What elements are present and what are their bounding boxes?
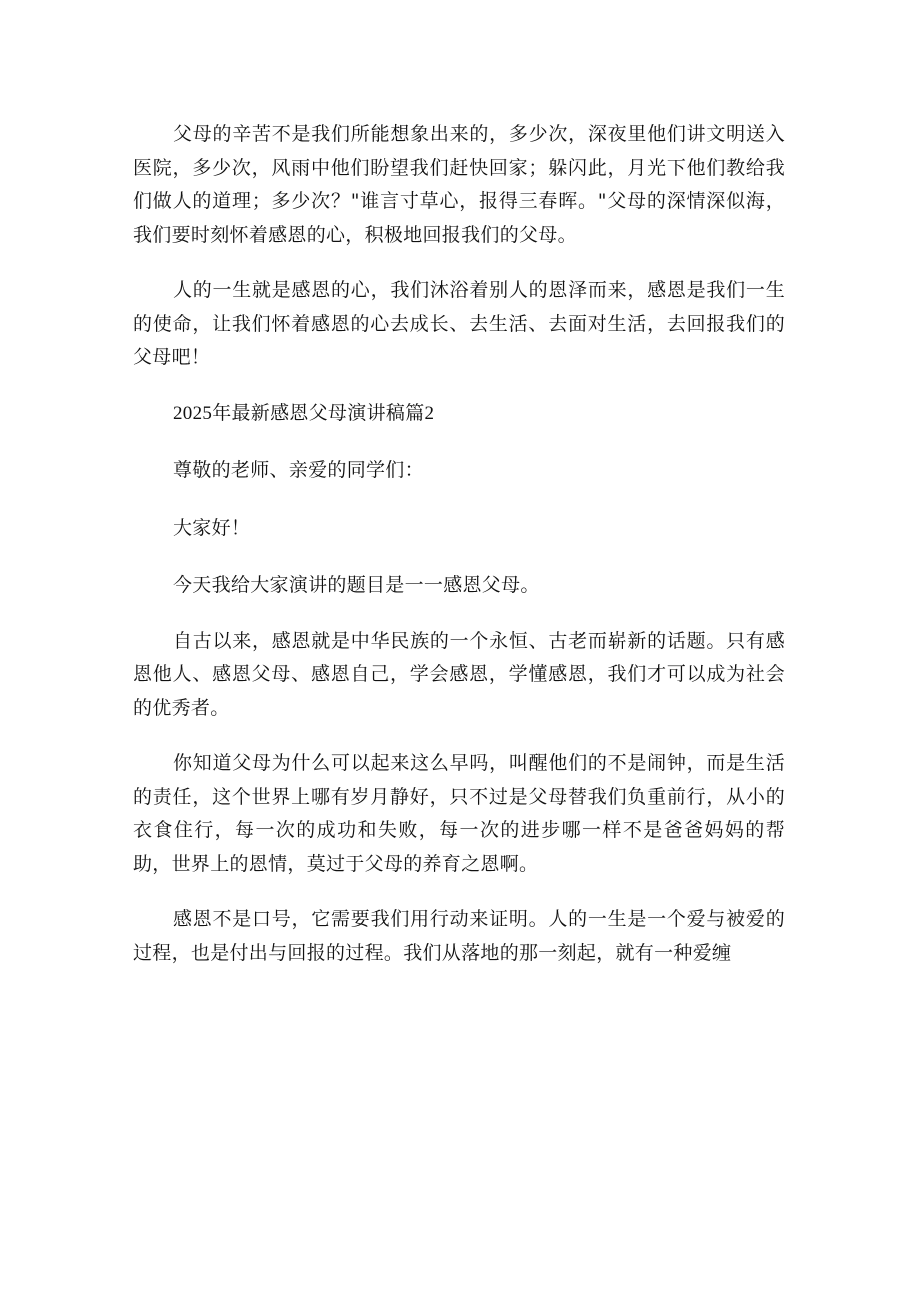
paragraph-parents-early: 你知道父母为什么可以起来这么早吗，叫醒他们的不是闹钟，而是生活的责任，这个世界上哪有岁月静好，只不过是父母替我们负重前行，从小的衣食住行，每一次的成功和失败，每一次的进步哪一样不是爸爸妈妈的帮助，世界上的恩情，莫过于父母的养育之恩啊。 [133,752,785,875]
greeting: 大家好！ [173,516,251,539]
salutation: 尊敬的老师、亲爱的同学们： [173,459,424,481]
document-body [133,118,785,970]
paragraph-parents-hardship: 父母的辛苦不是我们所能想象出来的，多少次，深夜里他们讲文明送入医院，多少次，风雨中他们盼望我们赶快回家；躲闪此，月光下他们教给我们做人的道理；多少次？"谁言寸草心，报得三春晖。"父母的深情深似海，我们要时刻怀着感恩的心，积极地回报我们的父母。 [133,123,785,246]
paragraph-action: 感恩不是口号，它需要我们用行动来证明。人的一生是一个爱与被爱的过程，也是付出与回报的过程。我们从落地的那一刻起，就有一种爱缠 [133,908,785,964]
section-heading: 2025年最新感恩父母演讲稿篇2 [173,402,435,424]
speech-topic: 今天我给大家演讲的题目是一一感恩父母。 [173,574,540,596]
paragraph-tradition: 自古以来，感恩就是中华民族的一个永恒、古老而崭新的话题。只有感恩他人、感恩父母、感恩自己，学会感恩，学懂感恩，我们才可以成为社会的优秀者。 [133,629,785,719]
paragraph-grateful-heart: 人的一生就是感恩的心，我们沐浴着别人的恩泽而来，感恩是我们一生的使命，让我们怀着感恩的心去成长、去生活、去面对生活，去回报我们的父母吧！ [133,279,785,368]
